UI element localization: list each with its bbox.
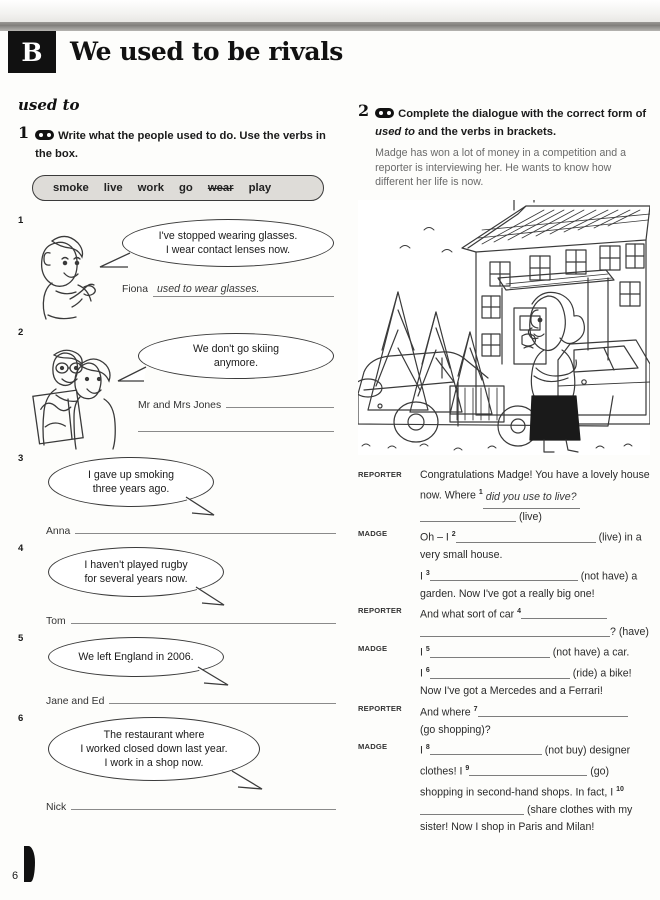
answer-line-2 (138, 397, 334, 411)
dialogue-segment: (go) shopping in second-hand shops. In fact, I (420, 765, 617, 799)
answer-blank[interactable] (71, 613, 336, 624)
speech-bubble-line: three years ago. (92, 483, 170, 495)
page-number: 6 (12, 870, 19, 882)
answer-blank[interactable] (226, 397, 334, 408)
page-title: We used to be rivals (70, 37, 343, 66)
dialogue-text (420, 526, 650, 603)
gap-number: 5 (425, 646, 430, 654)
dialogue-row (358, 641, 650, 700)
answer-blank[interactable] (430, 743, 542, 755)
illustration-madge-house-car (358, 200, 650, 455)
gap-number: 1 (478, 488, 483, 496)
dialogue-speaker: MADGE (358, 529, 388, 539)
verb-word-box (32, 175, 324, 201)
speech-bubble-tail (194, 665, 232, 689)
dialogue-segment: Oh – I (420, 531, 452, 544)
cd-audio-icon (35, 130, 54, 140)
speech-bubble-line: I worked closed down last year. (80, 743, 228, 755)
speech-bubble-line: I haven't played rugby (84, 559, 188, 571)
person-name: Jane and Ed (46, 696, 105, 707)
exercise-1-number: 1 (18, 123, 30, 142)
speech-bubble-line: anymore. (213, 357, 259, 369)
speech-bubble-tail (192, 585, 228, 609)
speech-bubble-line: The restaurant where (103, 729, 205, 741)
dialogue-segment: I (420, 646, 426, 659)
item-number: 3 (18, 453, 24, 464)
exercise-1-heading (18, 123, 340, 162)
dialogue-row (358, 603, 650, 641)
exercise-1-item-4 (18, 543, 340, 631)
answer-blank[interactable] (71, 799, 336, 810)
word-box-item[interactable]: play (248, 182, 272, 194)
exercise-1-instruction: Write what the people used to do. Use the verbs in the box. (35, 130, 326, 160)
cd-audio-icon (375, 108, 394, 118)
dialogue-speaker: REPORTER (358, 703, 402, 713)
illustration-woman-glasses (26, 225, 126, 321)
illustration-couple-photo (30, 337, 148, 451)
dialogue-segment: (not have) a garden. Now I've got a really big one! (420, 570, 638, 600)
answer-line-3 (46, 523, 336, 537)
person-name: Nick (46, 802, 67, 813)
answer-blank[interactable] (521, 607, 607, 619)
gap-number: 8 (425, 743, 430, 751)
dialogue-text (420, 739, 650, 837)
person-name: Tom (46, 616, 66, 627)
dialogue-segment: (live) in a very small house. (420, 531, 642, 562)
person-name: Fiona (122, 284, 148, 295)
dialogue-speaker: MADGE (358, 741, 388, 751)
right-column (358, 101, 650, 837)
dialogue-speaker: REPORTER (358, 469, 402, 479)
gap-number: 6 (425, 667, 430, 675)
speech-bubble-line: I gave up smoking (88, 469, 174, 481)
answer-blank[interactable] (420, 510, 516, 522)
person-name: Anna (46, 526, 71, 537)
scan-shadow-band (0, 22, 660, 31)
exercise-2-instruction-emphasis: used to (375, 126, 415, 138)
dialogue-row (358, 739, 650, 837)
gap-number: 7 (473, 705, 478, 713)
gap-number: 9 (465, 764, 470, 772)
dialogue-segment: I (420, 667, 426, 680)
handwritten-answer[interactable]: used to wear glasses. (153, 283, 334, 297)
speech-bubble-line: for several years now. (84, 573, 188, 585)
answer-blank[interactable] (430, 667, 570, 679)
dialogue-segment: And where (420, 706, 474, 719)
dialogue-segment: Congratulations Madge! You have a lovely house now. Where (420, 468, 650, 502)
answer-blank[interactable] (420, 625, 610, 637)
person-name: Mr and Mrs Jones (138, 400, 222, 411)
speech-bubble-line: We left England in 2006. (78, 651, 194, 663)
speech-bubble-line: We don't go skiing (192, 343, 280, 355)
dialogue-text (420, 603, 650, 641)
speech-bubble-line: I wear contact lenses now. (165, 244, 291, 256)
answer-line-6 (46, 799, 336, 813)
answer-line-5 (46, 693, 336, 707)
exercise-1-item-1 (18, 215, 340, 321)
unit-letter: B (21, 37, 43, 67)
word-box-item[interactable]: smoke (53, 182, 89, 194)
item-number: 6 (18, 713, 24, 724)
dialogue-row (358, 467, 650, 527)
speech-bubble-tail (228, 769, 266, 793)
page-decoration-mark (24, 846, 35, 882)
exercise-1-item-6 (18, 713, 340, 817)
dialogue-text (420, 467, 650, 527)
dialogue-segment: I (420, 570, 426, 583)
speech-bubble-2 (138, 333, 334, 379)
speech-bubble-tail (116, 365, 148, 387)
answer-blank[interactable] (478, 705, 628, 717)
unit-letter-badge (8, 31, 56, 73)
item-number: 5 (18, 633, 24, 644)
dialogue-block (358, 467, 650, 837)
item-number: 4 (18, 543, 24, 554)
speech-bubble-tail (98, 251, 132, 273)
item-number: 2 (18, 327, 24, 338)
section-label: used to (18, 96, 80, 114)
dialogue-text (420, 701, 650, 739)
answer-blank[interactable] (430, 646, 550, 658)
dialogue-speaker: REPORTER (358, 605, 402, 615)
dialogue-segment: (not buy) designer clothes! I (420, 744, 631, 778)
answer-blank[interactable] (456, 531, 596, 543)
answer-blank[interactable] (75, 523, 336, 534)
dialogue-segment: (share clothes with my sister! Now I shop in Paris and Milan! (420, 803, 633, 834)
exercise-2-instruction-part1: Complete the dialogue with the correct form of (398, 108, 647, 120)
answer-line-4 (46, 613, 336, 627)
dialogue-segment: And what sort of car (420, 608, 518, 621)
dialogue-row (358, 701, 650, 739)
handwritten-answer[interactable]: did you use to live? (483, 489, 580, 508)
dialogue-segment: (ride) a bike! (569, 667, 632, 680)
page-number-block (12, 846, 35, 882)
speech-bubble-line: I've stopped wearing glasses. (158, 230, 298, 242)
dialogue-segment: (go shopping)? (420, 723, 491, 736)
dialogue-speaker: MADGE (358, 644, 388, 654)
exercise-2-instruction-part2: and the verbs in brackets. (414, 126, 557, 138)
dialogue-segment: (live) (516, 510, 542, 523)
answer-line-1 (122, 283, 334, 297)
exercise-1-item-2 (18, 327, 340, 451)
item-number: 1 (18, 215, 24, 226)
speech-bubble-1 (122, 219, 334, 267)
word-box-item[interactable]: work (137, 182, 165, 194)
word-box-item[interactable]: live (103, 182, 123, 194)
exercise-2-heading (358, 101, 650, 190)
dialogue-segment: Now I've got a Mercedes and a Ferrari! (420, 685, 603, 698)
exercise-2-context: Madge has won a lot of money in a competition and a reporter is interviewing her. He wants to know how different her life is now. (375, 147, 627, 188)
answer-blank[interactable] (469, 764, 587, 776)
gap-number: 4 (517, 607, 522, 615)
dialogue-segment: ? (have) (610, 625, 649, 638)
word-box-item-used[interactable]: wear (207, 182, 234, 194)
unit-header (0, 31, 660, 75)
answer-blank-extra[interactable] (138, 420, 334, 432)
left-column (18, 96, 340, 817)
speech-bubble-tail (182, 495, 218, 519)
dialogue-text (420, 641, 650, 700)
exercise-2-number: 2 (358, 101, 370, 120)
dialogue-segment: (not have) a car. (549, 646, 630, 659)
word-box-item[interactable]: go (179, 182, 193, 194)
gap-number: 10 (616, 785, 624, 793)
answer-blank[interactable] (109, 693, 336, 704)
answer-blank[interactable] (430, 569, 578, 581)
gap-number: 2 (451, 531, 456, 539)
exercise-1-item-3 (18, 453, 340, 541)
dialogue-row (358, 526, 650, 603)
speech-bubble-line: I work in a shop now. (104, 757, 204, 769)
gap-number: 3 (425, 569, 430, 577)
exercise-1-item-5 (18, 633, 340, 711)
dialogue-segment: I (420, 744, 426, 757)
answer-blank[interactable] (420, 803, 524, 815)
